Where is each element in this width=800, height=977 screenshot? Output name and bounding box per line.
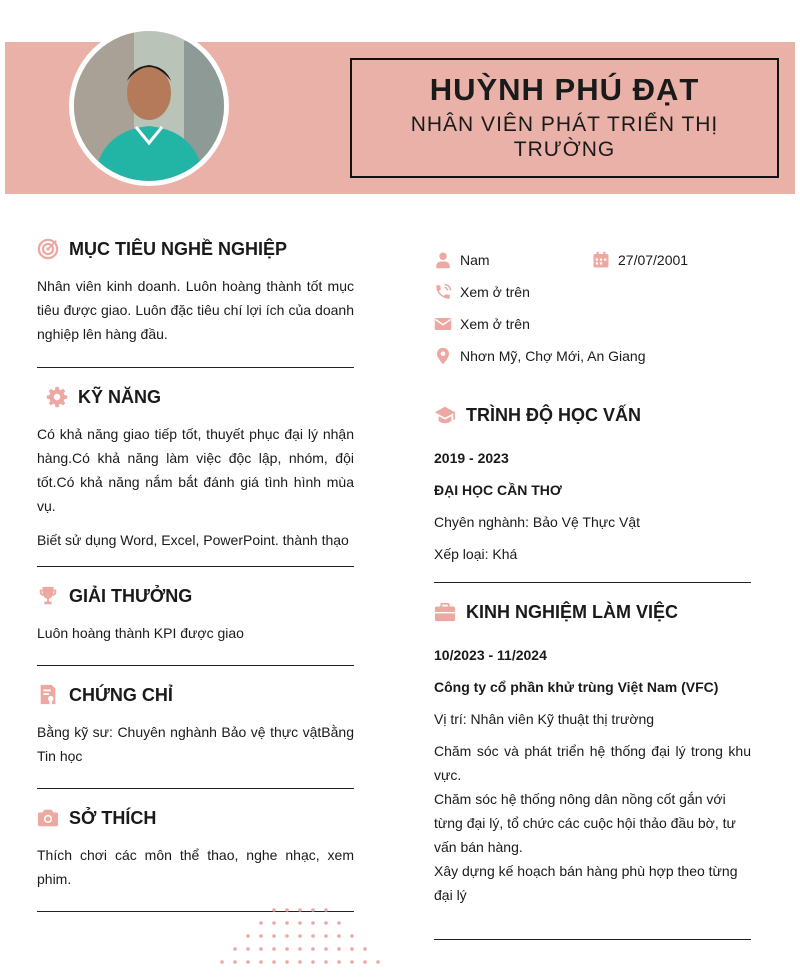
decorative-dot	[376, 960, 380, 964]
info-row-email	[434, 308, 751, 340]
decorative-dot	[285, 934, 289, 938]
phone-icon	[434, 283, 452, 301]
location-pin-icon	[434, 347, 452, 365]
experience-duty-1: Chăm sóc và phát triển hệ thống đại lý trong khu vực.	[434, 743, 751, 783]
decorative-dot	[298, 934, 302, 938]
decorative-dot	[285, 947, 289, 951]
decorative-dot	[311, 960, 315, 964]
info-row-phone	[434, 276, 751, 308]
gender-cell	[434, 251, 592, 269]
decorative-dot	[285, 908, 289, 912]
decorative-dot	[337, 947, 341, 951]
decorative-dot	[285, 960, 289, 964]
decorative-dot	[363, 960, 367, 964]
decorative-dot	[324, 960, 328, 964]
birthday-value: 27/07/2001	[618, 252, 689, 268]
divider	[37, 367, 354, 368]
hobbies-title: SỞ THÍCH	[69, 807, 157, 828]
education-major: Chyên nghành: Bảo Vệ Thực Vật	[434, 514, 641, 530]
decorative-dot	[311, 908, 315, 912]
certificate-icon	[37, 684, 59, 706]
decorative-dot	[259, 934, 263, 938]
graduation-cap-icon	[434, 404, 456, 426]
envelope-icon	[434, 315, 452, 333]
gender-value: Nam	[460, 252, 490, 268]
experience-title: KINH NGHIỆM LÀM VIỆC	[466, 601, 679, 622]
decorative-dot	[337, 934, 341, 938]
hobbies-heading	[37, 797, 354, 839]
hobbies-text: Thích chơi các môn thể thao, nghe nhạc, xem phim.	[37, 847, 354, 887]
decorative-dot	[272, 908, 276, 912]
certificates-title: CHỨNG CHỈ	[69, 684, 173, 705]
skills-title: KỸ NĂNG	[78, 386, 162, 407]
decorative-dot	[272, 960, 276, 964]
experience-period: 10/2023 - 11/2024	[434, 647, 547, 663]
decorative-dot	[233, 960, 237, 964]
decorative-dot	[272, 947, 276, 951]
divider	[37, 665, 354, 666]
divider	[434, 582, 751, 583]
decorative-dot	[272, 921, 276, 925]
decorative-dot-pattern	[210, 902, 390, 977]
decorative-dot	[259, 960, 263, 964]
decorative-dot	[350, 934, 354, 938]
decorative-dot	[220, 960, 224, 964]
certificates-text: Bằng kỹ sư: Chuyên nghành Bảo vệ thực vậtBằng Tin học	[37, 724, 354, 764]
experience-duty-3: Xây dựng kế hoạch bán hàng phù hợp theo từng đại lý	[434, 863, 738, 903]
target-icon	[37, 238, 59, 260]
info-row-gender-birthday	[434, 244, 751, 276]
decorative-dot	[246, 947, 250, 951]
divider	[37, 788, 354, 789]
decorative-dot	[324, 934, 328, 938]
skills-heading	[37, 376, 354, 418]
education-heading	[434, 394, 751, 436]
awards-heading	[37, 575, 354, 617]
decorative-dot	[363, 947, 367, 951]
phone-value: Xem ở trên	[460, 284, 530, 300]
job-title: NHÂN VIÊN PHÁT TRIỂN THỊ TRƯỜNG	[410, 113, 719, 161]
gear-icon	[46, 386, 68, 408]
decorative-dot	[272, 934, 276, 938]
decorative-dot	[233, 947, 237, 951]
decorative-dot	[285, 921, 289, 925]
decorative-dot	[298, 921, 302, 925]
decorative-dot	[350, 960, 354, 964]
objective-text: Nhân viên kinh doanh. Luôn hoàng thành tốt mục tiêu được giao. Luôn đặc tiêu chí lợi ích của doanh nghiệp lên hàng đầu.	[37, 278, 354, 342]
decorative-dot	[259, 947, 263, 951]
experience-position: Vị trí: Nhân viên Kỹ thuật thị trường	[434, 711, 655, 727]
education-school: ĐẠI HỌC CẦN THƠ	[434, 482, 562, 498]
decorative-dot	[246, 960, 250, 964]
decorative-dot	[324, 908, 328, 912]
skills-text: Có khả năng giao tiếp tốt, thuyết phục đại lý nhận hàng.Có khả năng làm việc độc lập, nhóm, đội tốt.Có khả năng nắm bắt đánh giá tình hình mùa vụ.	[37, 426, 354, 514]
profile-photo	[74, 31, 224, 181]
decorative-dot	[337, 960, 341, 964]
skills-software: Biết sử dụng Word, Excel, PowerPoint. thành thạo	[37, 532, 349, 548]
email-value: Xem ở trên	[460, 316, 530, 332]
birthday-cell	[592, 251, 750, 269]
decorative-dot	[324, 921, 328, 925]
full-name: HUỲNH PHÚ ĐẠT	[429, 72, 700, 107]
decorative-dot	[298, 960, 302, 964]
education-title: TRÌNH ĐỘ HỌC VẤN	[466, 404, 641, 425]
info-row-address	[434, 340, 751, 372]
education-period: 2019 - 2023	[434, 450, 509, 466]
objective-heading	[37, 228, 354, 270]
person-icon	[434, 251, 452, 269]
briefcase-icon	[434, 601, 456, 623]
awards-text: Luôn hoàng thành KPI được giao	[37, 625, 244, 641]
objective-title: MỤC TIÊU NGHỀ NGHIỆP	[69, 238, 288, 259]
camera-icon	[37, 807, 59, 829]
experience-company: Công ty cổ phần khử trùng Việt Nam (VFC)	[434, 679, 719, 695]
decorative-dot	[337, 921, 341, 925]
name-box	[350, 58, 779, 178]
decorative-dot	[311, 921, 315, 925]
certificates-heading	[37, 674, 354, 716]
calendar-icon	[592, 251, 610, 269]
experience-duty-2: Chăm sóc hệ thống nông dân nồng cốt gắn với từng đại lý, tổ chức các cuộc hội thảo đầu bờ, tư vấn bán hàng.	[434, 791, 736, 855]
divider	[37, 566, 354, 567]
decorative-dot	[298, 947, 302, 951]
decorative-dot	[311, 934, 315, 938]
avatar	[69, 26, 229, 186]
left-column	[37, 228, 354, 912]
education-grade: Xếp loại: Khá	[434, 546, 518, 562]
experience-heading	[434, 591, 751, 633]
address-value: Nhơn Mỹ, Chợ Mới, An Giang	[460, 348, 646, 364]
trophy-icon	[37, 585, 59, 607]
awards-title: GIẢI THƯỞNG	[69, 585, 193, 606]
decorative-dot	[298, 908, 302, 912]
divider	[434, 939, 751, 940]
decorative-dot	[311, 947, 315, 951]
decorative-dot	[246, 934, 250, 938]
right-column	[434, 244, 751, 940]
decorative-dot	[350, 947, 354, 951]
decorative-dot	[324, 947, 328, 951]
decorative-dot	[259, 921, 263, 925]
